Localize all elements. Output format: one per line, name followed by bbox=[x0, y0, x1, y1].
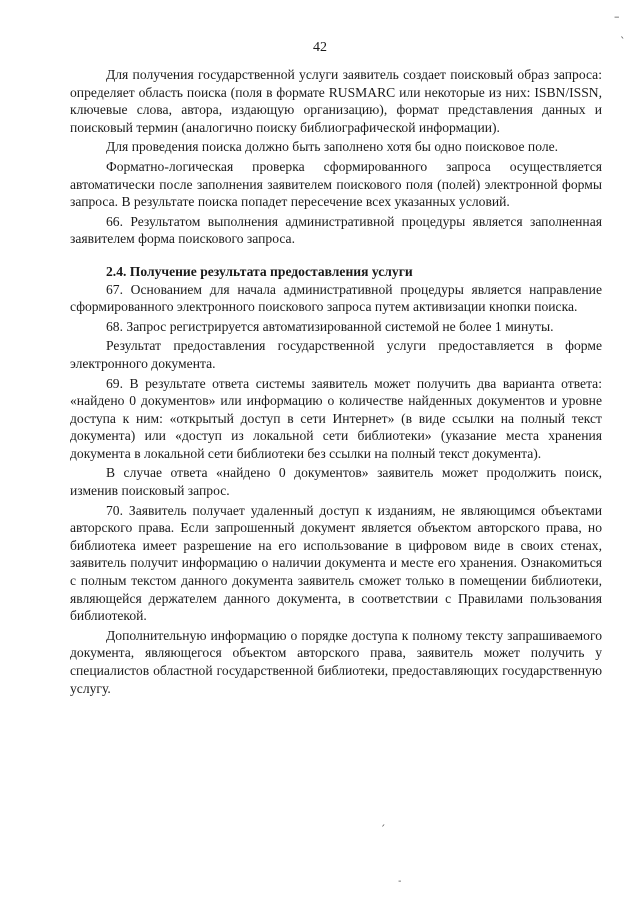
paragraph-format-check: Форматно-логическая проверка сформированного запроса осуществляется автоматически после заполнения заявителем поискового поля (полей) электронной формы запроса. В результате поиска попадет пересечение всех указанных условий. bbox=[70, 158, 602, 210]
paragraph-67: 67. Основанием для начала административной процедуры является направление сформированного электронного поискового запроса путем активизации кнопки поиска. bbox=[70, 281, 602, 315]
document-body bbox=[70, 66, 602, 699]
paragraph-search-field: Для проведения поиска должно быть заполнено хотя бы одно поисковое поле. bbox=[106, 139, 559, 155]
paragraph-66: 66. Результатом выполнения административной процедуры является заполненная заявителем форма поискового запроса. bbox=[70, 213, 602, 247]
paragraph-70: 70. Заявитель получает удаленный доступ к изданиям, не являющимся объектами авторского права. Если запрошенный документ является объектом авторского права, но библиотека имеет разрешение на его использование в цифровом виде в своих стенах, заявитель получит информацию о наличии документа и месте его хранения. Ознакомиться с полным текстом данного документа заявитель сможет только в помещении библиотеки, являющейся держателем данного документа, в соответствии с Правилами пользования библиотекой. bbox=[70, 502, 602, 624]
paragraph-68: 68. Запрос регистрируется автоматизированной системой не более 1 минуты. bbox=[106, 318, 554, 334]
scan-speck-mark: ˏ bbox=[380, 814, 386, 827]
paragraph-zero-found: В случае ответа «найдено 0 документов» заявитель может продолжить поиск, изменив поисковый запрос. bbox=[70, 465, 602, 499]
scan-speck-mark: ˗ bbox=[398, 874, 402, 887]
scan-speck-mark: ˎ bbox=[620, 26, 626, 39]
paragraph-result-form: Результат предоставления государственной услуги предоставляется в форме электронного документа. bbox=[70, 338, 602, 371]
paragraph-search-image: Для получения государственной услуги заявитель создает поисковый образ запроса: определяет область поиска (поля в формате RUSMARC или некоторые из них: ISBN/ISSN, ключевые слова, автора, издающую организацию), формат представления данных и поисковый термин (аналогично поиску библиографической информации). bbox=[70, 67, 602, 135]
paragraph-additional-info: Дополнительную информацию о порядке доступа к полному тексту запрашиваемого документа, являющегося объектом авторского права, заявитель может получить у специалистов областной государственной библиотеки, предоставляющих государственную услугу. bbox=[70, 627, 602, 696]
paragraph-69: 69. В результате ответа системы заявитель может получить два варианта ответа: «найдено 0 документов» или информацию о количестве найденных документов и уровне доступа к ним: «открытый доступ в сети Интернет» (в виде ссылки на полный текст документа) или «доступ из локальной сети библиотеки» (указание места хранения документа в локальной сети библиотеки без ссылки на полный текст документа). bbox=[70, 375, 602, 461]
section-heading: 2.4. Получение результата предоставления услуги bbox=[106, 263, 413, 279]
scan-speck-mark: – bbox=[614, 10, 620, 23]
page-number: 42 bbox=[313, 40, 327, 55]
